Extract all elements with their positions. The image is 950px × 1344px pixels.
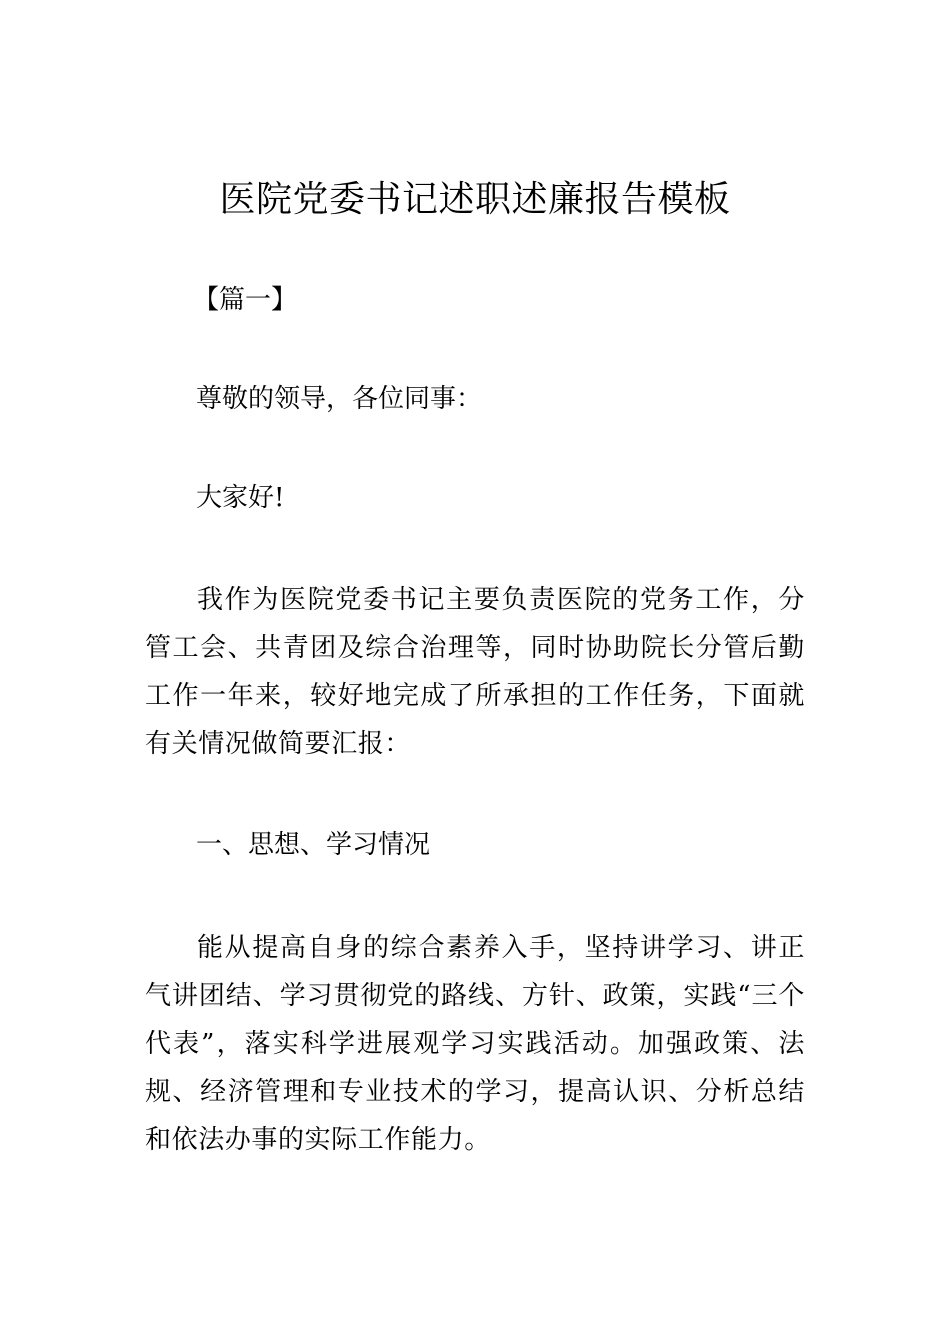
body-paragraph: 能从提高自身的综合素养入手，坚持讲学习、讲正气讲团结、学习贯彻党的路线、方针、政策，实践“三个代表”，落实科学进展观学习实践活动。加强政策、法规、经济管理和专业技术的学习，提高认识、分析总结和依法办事的实际工作能力。 [145, 933, 805, 1155]
document-title: 医院党委书记述职述廉报告模板 [219, 179, 731, 220]
intro-paragraph: 我作为医院党委书记主要负责医院的党务工作，分管工会、共青团及综合治理等，同时协助院长分管后勤工作一年来，较好地完成了所承担的工作任务，下面就有关情况做简要汇报： [145, 585, 805, 759]
greeting: 大家好! [196, 483, 285, 513]
section-heading: 一、思想、学习情况 [196, 830, 431, 860]
section-marker: 【篇一】 [193, 285, 298, 315]
salutation: 尊敬的领导，各位同事： [196, 384, 483, 414]
